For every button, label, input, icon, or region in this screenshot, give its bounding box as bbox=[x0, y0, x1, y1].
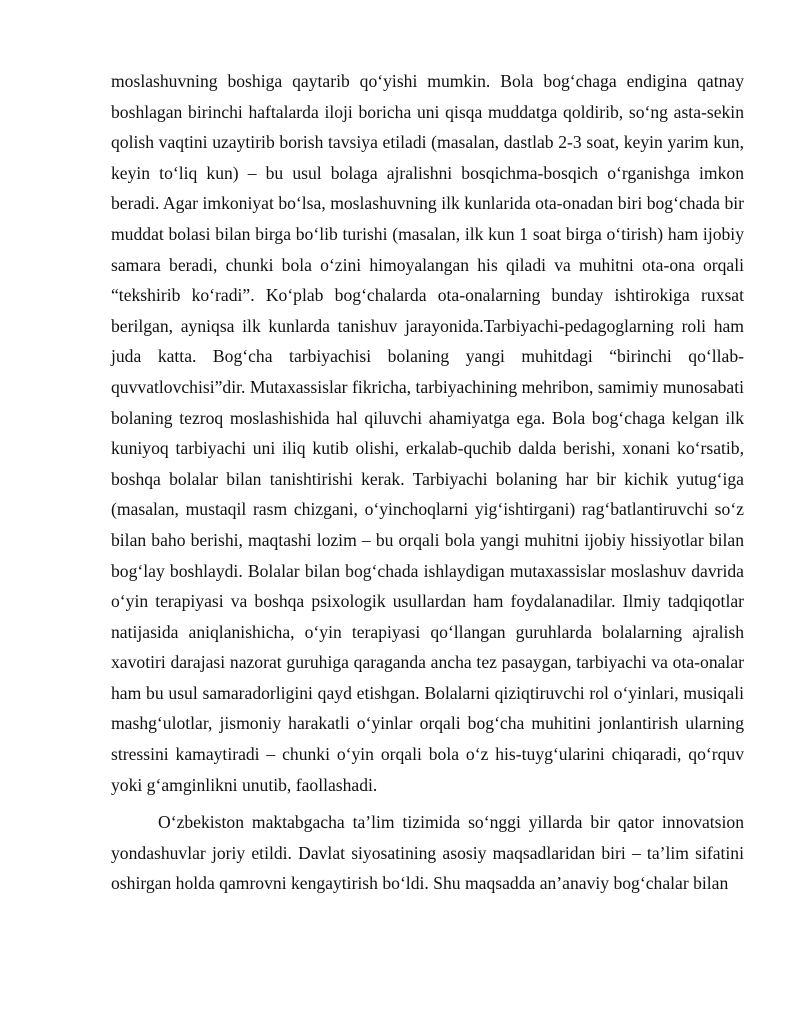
body-paragraph-continued: moslashuvning boshiga qaytarib qo‘yishi mumkin. Bola bog‘chaga endigina qatnay boshlagan birinchi haftalarda iloji boricha uni qisqa muddatga qoldirib, so‘ng asta-sekin qolish vaqtini uzaytirib borish tavsiya etiladi (masalan, dastlab 2-3 soat, keyin yarim kun, keyin to‘liq kun) – bu usul bolaga ajralishni bosqichma-bosqich o‘rganishga imkon beradi. Agar imkoniyat bo‘lsa, moslashuvning ilk kunlarida ota-onadan biri bog‘chada bir muddat bolasi bilan birga bo‘lib turishi (masalan, ilk kun 1 soat birga o‘tirish) ham ijobiy samara beradi, chunki bola o‘zini himoyalangan his qiladi va muhitni ota-ona orqali “tekshirib ko‘radi”. Ko‘plab bog‘chalarda ota-onalarning bunday ishtirokiga ruxsat berilgan, ayniqsa ilk kunlarda tanishuv jarayonida.Tarbiyachi-pedagoglarning roli ham juda katta. Bog‘cha tarbiyachisi bolaning yangi muhitdagi “birinchi qo‘llab- quvvatlovchisi”dir. Mutaxassislar fikricha, tarbiyachining mehribon, samimiy munosabati bolaning tezroq moslashishida hal qiluvchi ahamiyatga ega. Bola bog‘chaga kelgan ilk kuniyoq tarbiyachi uni iliq kutib olishi, erkalab-quchib dalda berishi, xonani ko‘rsatib, boshqa bolalar bilan tanishtirishi kerak. Tarbiyachi bolaning har bir kichik yutug‘iga (masalan, mustaqil rasm chizgani, o‘yinchoqlarni yig‘ishtirgani) rag‘batlantiruvchi so‘z bilan baho berishi, maqtashi lozim – bu orqali bola yangi muhitni ijobiy hissiyotlar bilan bog‘lay boshlaydi. Bolalar bilan bog‘chada ishlaydigan mutaxassislar moslashuv davrida o‘yin terapiyasi va boshqa psixologik usullardan ham foydalanadilar. Ilmiy tadqiqotlar natijasida aniqlanishicha, o‘yin terapiyasi qo‘llangan guruhlarda bolalarning ajralish xavotiri darajasi nazorat guruhiga qaraganda ancha tez pasaygan, tarbiyachi va ota-onalar ham bu usul samaradorligini qayd etishgan. Bolalarni qiziqtiruvchi rol o‘yinlari, musiqali mashg‘ulotlar, jismoniy harakatli o‘yinlar orqali bog‘cha muhitini jonlantirish ularning stressini kamaytiradi – chunki o‘yin orqali bola o‘z his-tuyg‘ularini chiqaradi, qo‘rquv yoki g‘amginlikni unutib, faollashadi. bbox=[111, 71, 744, 795]
body-paragraph: O‘zbekiston maktabgacha ta’lim tizimida so‘nggi yillarda bir qator innovatsion yondashuvlar joriy etildi. Davlat siyosatining asosiy maqsadlaridan biri – ta’lim sifatini oshirgan holda qamrovni kengaytirish bo‘ldi. Shu maqsadda an’anaviy bog‘chalar bilan bbox=[111, 812, 744, 894]
document-page bbox=[111, 66, 744, 899]
